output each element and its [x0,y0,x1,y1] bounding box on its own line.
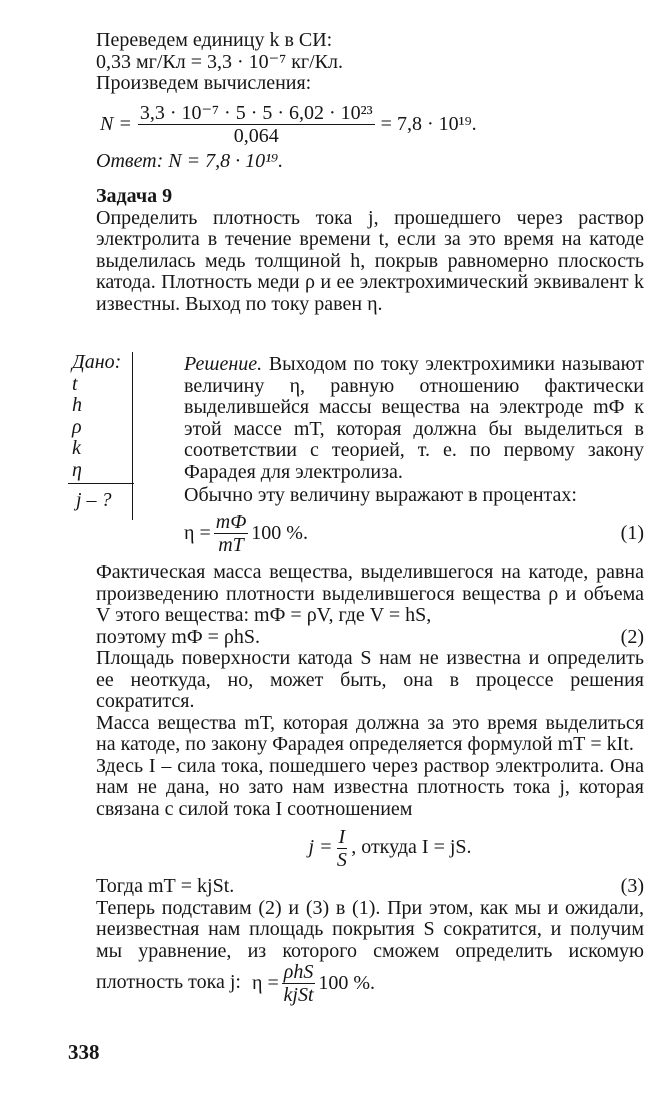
paragraph-theoretical-mass: Масса вещества mТ, которая должна за это время выделиться на катоде, по закону Фарадея определяется формулой mТ = kIt. [96,711,644,755]
answer-line [96,151,644,173]
eq-j-fraction [337,827,348,870]
eq1-numerator: mФ [215,511,247,533]
answer-value: N = 7,8 · 10¹⁹. [168,149,284,172]
formula-lhs: N = [100,112,132,135]
equation-1 [184,509,644,559]
solution-label: Решение. [184,353,263,375]
given-separator [68,483,134,484]
eq-j-rhs: , откуда I = jS. [351,836,472,859]
actual-mass-formula: поэтому mФ = ρhS. [96,625,261,648]
paragraph-actual-mass-end [96,627,644,649]
task-statement: Определить плотность тока j, прошедшего через раствор электролита в течение времени t, если за это время на катоде выделилась медь толщиной h, покрыв равномерно плоскость катода. Плотность меди ρ и ее электрохимический эквивалент k известны. Выход по току равен η. [96,206,644,315]
task-title: Задача 9 [96,185,173,207]
eq1-rhs: 100 %. [251,521,308,544]
eq1-denominator: mТ [218,534,244,556]
eq-j-lhs: j = [308,836,333,859]
previous-solution [96,30,644,172]
find-label: j – ? [76,489,112,511]
eq1-lhs: η = [184,521,211,544]
substitution-text: Теперь подставим (2) и (3) в (1). При этом, как мы и ожидали, неизвестная нам площадь покрытия S сократится, и получим мы уравнение, из которого сможем определить искомую плотность тока j: [96,896,644,994]
paragraph-substitution [96,898,644,1006]
given-item-t: t [72,372,78,395]
given-column [68,352,133,520]
calculation-intro: Произведем вычисления: [96,72,312,94]
solution-block [184,354,644,559]
eq-j-denominator: S [336,848,347,871]
equation-2-number: (2) [620,625,644,648]
eq1-fraction [214,512,249,555]
calculation-formula [100,99,644,151]
final-eq-numerator: ρhS [283,961,314,983]
given-item-k: k [72,437,81,459]
final-eq-fraction [282,962,316,1005]
solution-paragraph-2: Обычно эту величину выражают в процентах: [184,484,577,506]
equation-current-density [96,820,644,876]
paragraph-current: Здесь I – сила тока, пошедшего через раствор электролита. Она нам не дана, но зато нам известна плотность тока j, которая связана с силой тока I соотношением [96,754,644,820]
given-item-eta: η [72,458,82,481]
given-item-h: h [72,394,82,416]
paragraph-actual-mass: Фактическая масса вещества, выделившегося на катоде, равна произведению плотности выделившегося вещества ρ и объема V этого вещества: mФ = ρV, где V = hS, [96,561,644,626]
task-9 [96,186,644,315]
equation-1-body [184,512,308,555]
eq-j-numerator: I [338,825,346,848]
formula-numerator: 3,3 · 10⁻⁷ · 5 · 5 · 6,02 · 10²³ [139,102,373,124]
formula-denominator: 0,064 [233,125,279,147]
solution-p1-text: Выходом по току электрохимики называют величину η, равную отношению фактически выделившейся массы вещества на электроде mФ к этой массе mТ, которая должна бы выделиться в соответствии с теорией, т. е. по первому закону Фарадея для электролиза. [184,353,644,483]
page-number: 338 [68,1040,100,1064]
equation-3-text: Тогда mТ = kjSt. [96,875,235,897]
final-eq-lhs: η = [251,971,279,994]
final-equation [252,962,375,1005]
formula-result: = 7,8 · 10¹⁹. [380,112,477,135]
equation-3-line [96,876,644,898]
solution-paragraph-1 [184,354,644,483]
solution-continuation [96,562,644,1005]
final-eq-denominator: kjSt [283,984,314,1006]
si-conversion-line: Переведем единицу k в СИ: [96,29,333,51]
paragraph-area: Площадь поверхности катода S нам не известна и определить ее неоткуда, но, может быть, она в процессе решения сократится. [96,647,644,712]
si-value-line: 0,33 мг/Кл = 3,3 · 10⁻⁷ кг/Кл. [96,50,344,73]
formula-fraction [138,103,375,146]
eq1-number: (1) [620,521,644,544]
answer-label: Ответ: [96,149,164,172]
equation-3-number: (3) [620,875,644,897]
given-item-rho: ρ [72,415,82,438]
given-label: Дано: [72,351,122,373]
final-eq-rhs: 100 %. [318,971,376,994]
